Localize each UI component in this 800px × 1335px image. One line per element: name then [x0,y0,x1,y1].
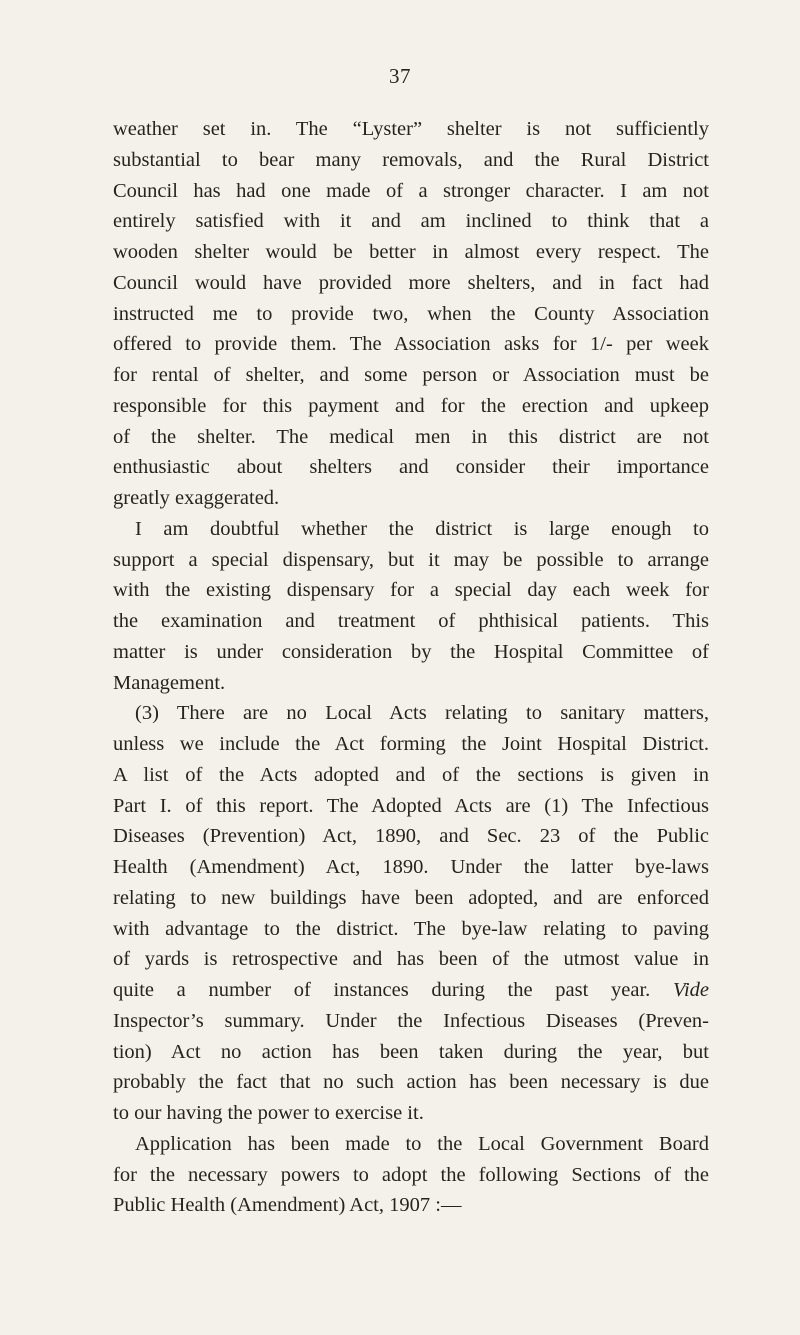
text-line: responsible for this payment and for the erection and upkeep [113,394,709,417]
text-line: Inspector’s summary. Under the Infectious Diseases (Preven- [113,1009,709,1032]
text-line: for rental of shelter, and some person or Association must be [113,364,709,386]
text-line: (3) There are no Local Acts relating to sanitary matters, [135,702,709,725]
text-line: relating to new buildings have been adopted, and are enforced [113,886,709,909]
vide-italic: Vide [672,979,709,1001]
text-line: the examination and treatment of phthisical patients. This [113,610,709,632]
text-line: tion) Act no action has been taken during the year, but [113,1040,709,1063]
text-line: unless we include the Act forming the Joint Hospital District. [113,733,709,755]
text-line: of the shelter. The medical men in this district are not [113,425,709,448]
text-line: Council would have provided more shelters, and in fact had [113,271,709,294]
text-line-with-vide [113,975,709,1006]
text-line: quite a number of instances during the past year. [113,979,651,1001]
text-line: probably the fact that no such action has been necessary is due [113,1071,709,1094]
text-line: I am doubtful whether the district is large enough to [135,517,709,540]
text-line: wooden shelter would be better in almost every respect. The [113,241,709,263]
page-number: 37 [389,64,411,88]
text-line: Health (Amendment) Act, 1890. Under the latter bye-laws [113,856,709,878]
text-line: Management. [113,671,226,694]
text-line: matter is under consideration by the Hospital Committee of [113,640,709,663]
text-line: Part I. of this report. The Adopted Acts are (1) The Infectious [113,794,709,817]
text-line: Diseases (Prevention) Act, 1890, and Sec. 23 of the Public [113,825,709,848]
text-line: Council has had one made of a stronger character. I am not [113,179,709,202]
text-line: for the necessary powers to adopt the following Sections of the [113,1163,709,1186]
text-line: to our having the power to exercise it. [113,1102,424,1124]
text-line: entirely satisfied with it and am inclined to think that a [113,210,709,233]
text-line: Application has been made to the Local Government Board [135,1132,709,1155]
text-line: offered to provide them. The Association asks for 1/- per week [113,333,709,356]
text-line: of yards is retrospective and has been of the utmost value in [113,948,709,971]
text-line: support a special dispensary, but it may be possible to arrange [113,548,709,571]
text-line: enthusiastic about shelters and consider their importance [113,456,709,479]
text-line: A list of the Acts adopted and of the sections is given in [113,763,709,786]
text-line: weather set in. The “Lyster” shelter is not sufficiently [113,118,709,140]
text-line: instructed me to provide two, when the County Association [113,302,709,325]
text-line: with advantage to the district. The bye-law relating to paving [113,917,709,940]
text-line: Public Health (Amendment) Act, 1907 :— [113,1194,462,1217]
text-line: greatly exaggerated. [113,487,280,509]
body-text [113,114,709,1221]
text-line: with the existing dispensary for a special day each week for [113,579,709,602]
text-line: substantial to bear many removals, and the Rural District [113,148,709,171]
